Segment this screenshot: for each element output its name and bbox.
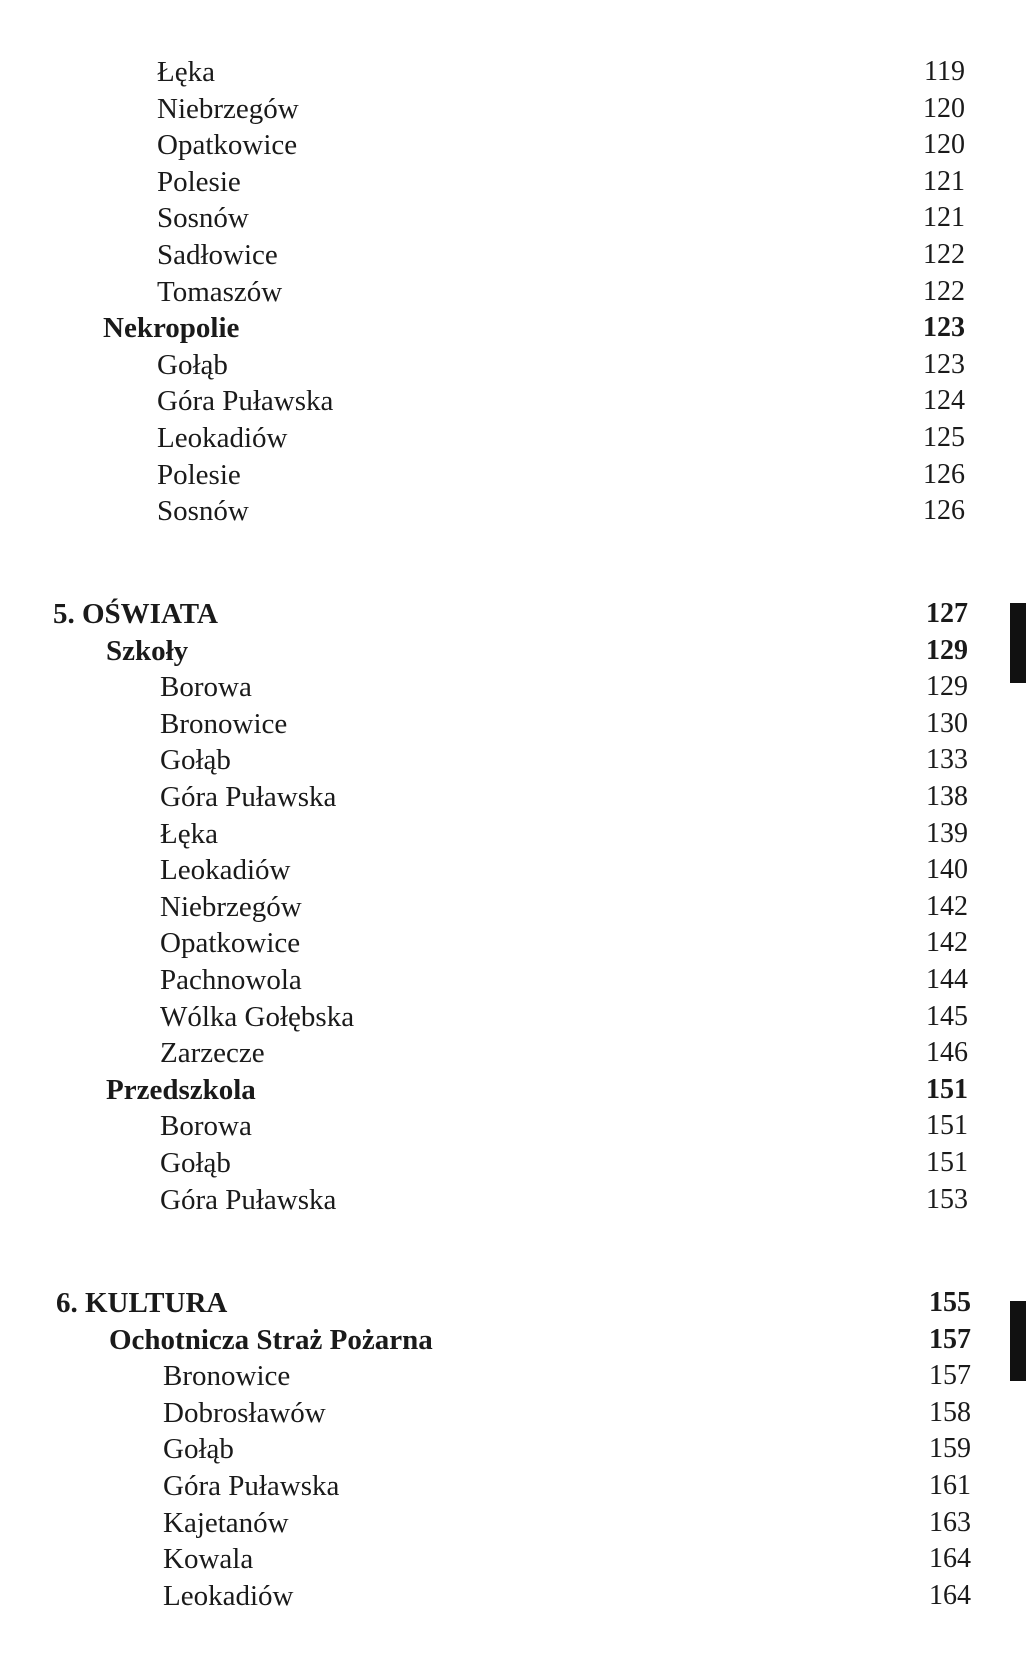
page-number: 146 [926, 1037, 968, 1068]
page-number: 122 [923, 239, 965, 270]
subsection-title: Gołąb [157, 349, 228, 381]
page-number: 139 [926, 818, 968, 849]
page-number: 126 [923, 459, 965, 490]
subsection-title: Zarzecze [160, 1037, 265, 1069]
chapter-title: 5. OŚWIATA [53, 598, 218, 630]
page-number: 142 [926, 927, 968, 958]
page-number: 129 [926, 635, 968, 666]
page-number: 158 [929, 1397, 971, 1428]
section-title: Ochotnicza Straż Pożarna [109, 1324, 433, 1356]
page-number: 157 [929, 1324, 971, 1355]
subsection-title: Pachnowola [160, 964, 302, 996]
page-number: 120 [923, 93, 965, 124]
page-number: 121 [923, 202, 965, 233]
page-number: 123 [923, 349, 965, 380]
page-number: 133 [926, 744, 968, 775]
subsection-title: Góra Puławska [160, 781, 337, 813]
subsection-title: Opatkowice [157, 129, 298, 161]
page-number: 151 [926, 1110, 968, 1141]
subsection-title: Niebrzegów [160, 891, 302, 923]
page-number: 164 [929, 1543, 971, 1574]
page-number: 122 [923, 276, 965, 307]
subsection-title: Tomaszów [157, 276, 283, 308]
page-number: 142 [926, 891, 968, 922]
subsection-title: Borowa [160, 1110, 252, 1142]
page-number: 157 [929, 1360, 971, 1391]
subsection-title: Polesie [157, 459, 241, 491]
section-title: Przedszkola [106, 1074, 256, 1106]
page-number: 123 [923, 312, 965, 343]
page-number: 125 [923, 422, 965, 453]
chapter-title: 6. KULTURA [56, 1287, 228, 1319]
page-number: 163 [929, 1507, 971, 1538]
subsection-title: Sadłowice [157, 239, 278, 271]
section-title: Szkoły [106, 635, 189, 667]
subsection-title: Niebrzegów [157, 93, 299, 125]
page-number: 138 [926, 781, 968, 812]
page-number: 155 [929, 1287, 971, 1318]
subsection-title: Łęka [160, 818, 218, 850]
subsection-title: Gołąb [160, 1147, 231, 1179]
subsection-title: Góra Puławska [163, 1470, 340, 1502]
page-number: 129 [926, 671, 968, 702]
subsection-title: Wólka Gołębska [160, 1001, 355, 1033]
subsection-title: Bronowice [163, 1360, 291, 1392]
page-number: 161 [929, 1470, 971, 1501]
page-number: 144 [926, 964, 968, 995]
page-number: 151 [926, 1147, 968, 1178]
section-tab-marker-kultura [1010, 1301, 1026, 1381]
subsection-title: Dobrosławów [163, 1397, 326, 1429]
subsection-title: Leokadiów [163, 1580, 294, 1612]
page-number: 164 [929, 1580, 971, 1611]
page-number: 151 [926, 1074, 968, 1105]
page-number: 119 [924, 56, 965, 87]
subsection-title: Bronowice [160, 708, 288, 740]
page-number: 153 [926, 1184, 968, 1215]
subsection-title: Borowa [160, 671, 252, 703]
subsection-title: Opatkowice [160, 927, 301, 959]
subsection-title: Kowala [163, 1543, 254, 1575]
page-number: 159 [929, 1433, 971, 1464]
page-number: 127 [926, 598, 968, 629]
subsection-title: Sosnów [157, 202, 249, 234]
section-tab-marker-oswiata [1010, 603, 1026, 683]
subsection-title: Kajetanów [163, 1507, 289, 1539]
page-number: 130 [926, 708, 968, 739]
subsection-title: Góra Puławska [160, 1184, 337, 1216]
page-number: 140 [926, 854, 968, 885]
subsection-title: Leokadiów [160, 854, 291, 886]
page-number: 121 [923, 166, 965, 197]
subsection-title: Leokadiów [157, 422, 288, 454]
page-number: 120 [923, 129, 965, 160]
page-number: 145 [926, 1001, 968, 1032]
subsection-title: Polesie [157, 166, 241, 198]
subsection-title: Góra Puławska [157, 385, 334, 417]
section-title: Nekropolie [103, 312, 240, 344]
page-number: 124 [923, 385, 965, 416]
subsection-title: Gołąb [163, 1433, 234, 1465]
page-number: 126 [923, 495, 965, 526]
subsection-title: Sosnów [157, 495, 249, 527]
subsection-title: Łęka [157, 56, 215, 88]
subsection-title: Gołąb [160, 744, 231, 776]
